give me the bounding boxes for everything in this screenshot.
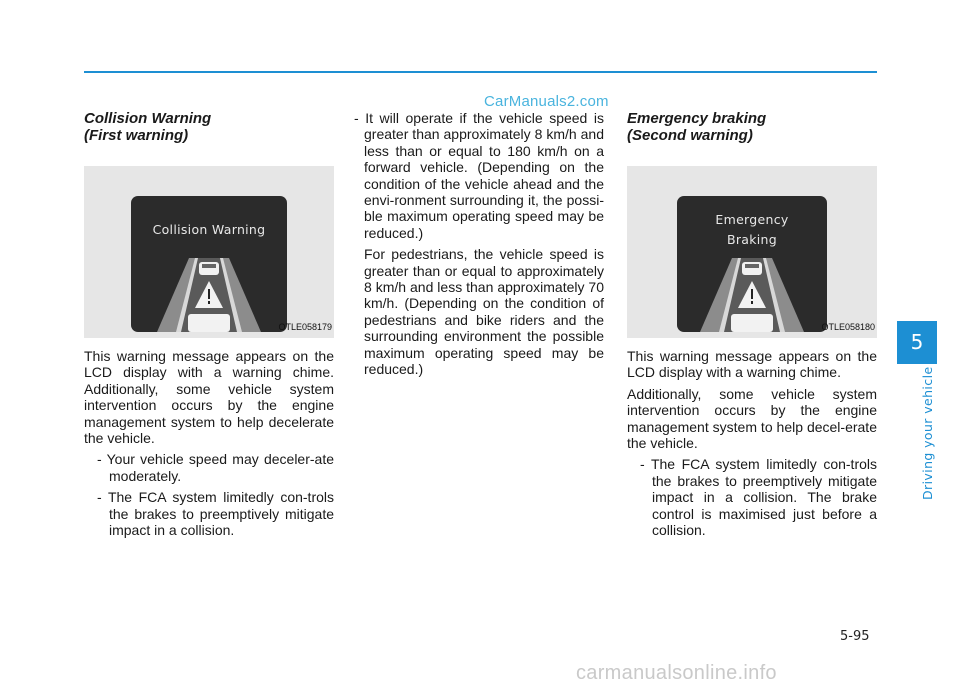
emergency-braking-heading bbox=[627, 110, 877, 144]
speed-range-bullet: - It will operate if the vehicle speed is greater than approximately 8 km/h and less than or equal to 180 km/h on a forward vehicle. (Depending on the condition of the vehicle ahead and the envi-ronment surrounding it, the possi-ble maximum operating speed may be reduced.) bbox=[354, 110, 604, 241]
bullet-item: - Your vehicle speed may deceler-ate moderately. bbox=[97, 451, 334, 484]
display-title: Collision Warning bbox=[152, 222, 266, 237]
road-car-warning-icon bbox=[131, 196, 287, 332]
cluster-display bbox=[677, 196, 827, 332]
chapter-label bbox=[895, 366, 935, 500]
collision-warning-heading bbox=[84, 110, 334, 144]
heading-line-1: Collision Warning bbox=[84, 110, 212, 127]
figure-code: OTLE058179 bbox=[278, 321, 332, 332]
cluster-display bbox=[131, 196, 287, 332]
watermark-bottom[interactable]: carmanualsonline.info bbox=[576, 662, 777, 684]
collision-warning-figure bbox=[84, 166, 334, 338]
emergency-braking-figure bbox=[627, 166, 877, 338]
figure-code: OTLE058180 bbox=[821, 321, 875, 332]
right-body-text-2: Additionally, some vehicle system intervention occurs by the engine management system to help decel-erate the vehicle. bbox=[627, 385, 877, 452]
heading-line-2: (Second warning) bbox=[627, 127, 753, 144]
bullet-item: - The FCA system limitedly con-trols the brakes to preemptively mitigate impact in a collision. bbox=[97, 489, 334, 539]
left-column bbox=[84, 110, 334, 543]
middle-column bbox=[354, 110, 604, 383]
right-column bbox=[627, 110, 877, 543]
heading-line-1: Emergency braking bbox=[627, 110, 767, 127]
watermark-top[interactable]: CarManuals2.com bbox=[484, 93, 609, 110]
heading-line-2: (First warning) bbox=[84, 127, 189, 144]
chapter-label-text: Driving your vehicle bbox=[920, 366, 935, 500]
pedestrian-paragraph: For pedestrians, the vehicle speed is greater than or equal to approximately 8 km/h and less than approximately 70 km/h. (Depending on the condition of pedestrians and bike riders and the surrounding environment the possible maximum operating speed may be reduced.) bbox=[364, 246, 604, 378]
right-body-text-1: This warning message appears on the LCD display with a warning chime. bbox=[627, 348, 877, 381]
left-body-text: This warning message appears on the LCD display with a warning chime. Additionally, some vehicle system intervention occurs by the engine management system to help decelerate the vehicle. bbox=[84, 348, 334, 447]
header-rule bbox=[84, 71, 877, 73]
page-number: 5-95 bbox=[840, 629, 870, 644]
chapter-tab: 5 bbox=[897, 321, 937, 364]
display-title-line-2: Braking bbox=[726, 232, 778, 247]
road-car-warning-icon bbox=[677, 196, 827, 332]
bullet-item: - The FCA system limitedly con-trols the brakes to preemptively mitigate impact in a collision. The brake control is maximised just before a collision. bbox=[640, 456, 877, 539]
display-title-line-1: Emergency bbox=[715, 212, 789, 227]
